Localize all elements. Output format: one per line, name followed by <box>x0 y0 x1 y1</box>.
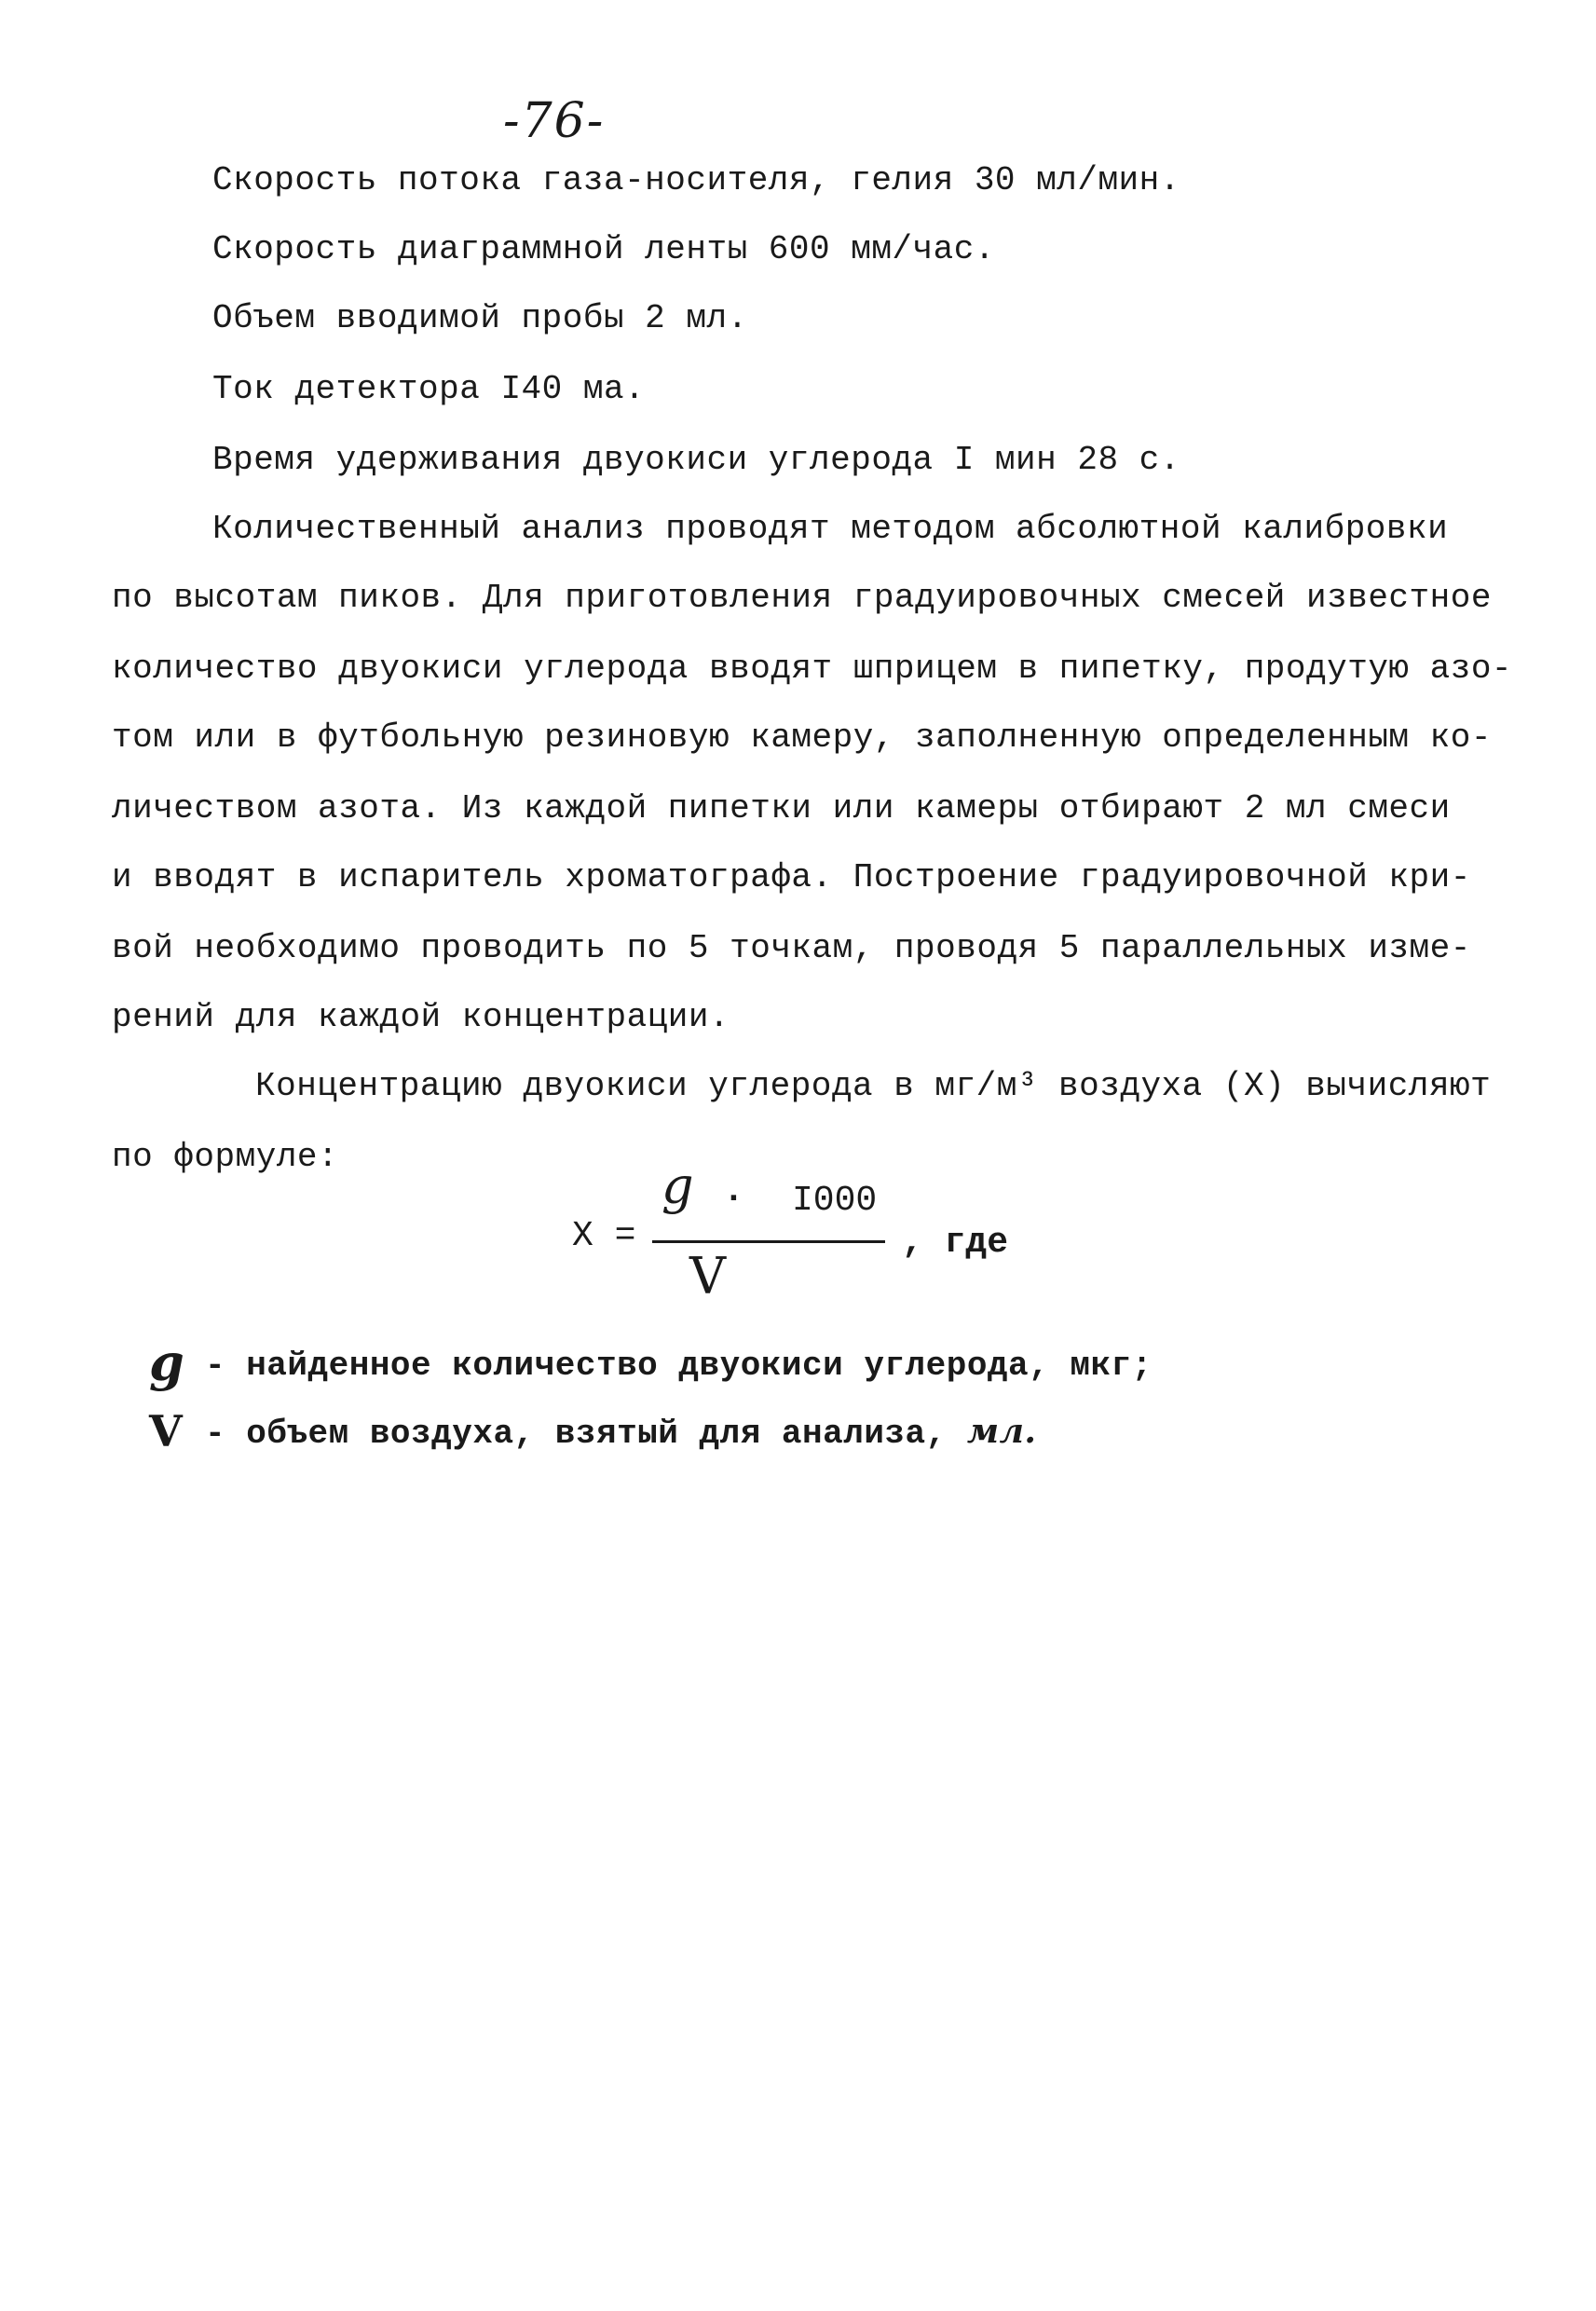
param-sample-volume: Объем вводимой пробы 2 мл. <box>212 299 748 337</box>
paragraph-line: личеством азота. Из каждой пипетки или камеры отбирают 2 мл смеси <box>112 789 1451 827</box>
paragraph-line: Количественный анализ проводят методом абсолютной калибровки <box>212 510 1449 548</box>
page-number: -76- <box>503 93 606 149</box>
legend-text: - найденное количество двуокиси углерода, мкг; <box>205 1347 1153 1385</box>
formula-lhs: X = <box>572 1216 636 1256</box>
param-carrier-gas-flow: Скорость потока газа-носителя, гелия 30 мл/мин. <box>212 161 1180 199</box>
paragraph-line: по формуле: <box>112 1138 339 1176</box>
legend-unit: мл. <box>966 1412 1037 1451</box>
legend-text: - объем воздуха, взятый для анализа, <box>205 1415 947 1453</box>
legend-item-v <box>149 1406 1037 1456</box>
legend-symbol: V <box>149 1406 184 1456</box>
fraction-bar <box>652 1240 885 1243</box>
param-chart-speed: Скорость диаграммной ленты 600 мм/час. <box>212 230 995 268</box>
paragraph-line: рений для каждой концентрации. <box>112 998 730 1036</box>
formula-numerator-value: I000 <box>792 1181 878 1221</box>
paragraph-line: по высотам пиков. Для приготовления градуировочных смесей известное <box>112 579 1492 617</box>
param-detector-current: Ток детектора I40 ма. <box>212 370 646 408</box>
formula-denominator: V <box>689 1247 726 1306</box>
paragraph-line: Концентрацию двуокиси углерода в мг/м³ воздуха (X) вычисляют <box>255 1067 1492 1105</box>
formula-symbol-g: g <box>662 1156 694 1215</box>
paragraph-line: и вводят в испаритель хроматографа. Построение градуировочной кри- <box>112 858 1471 896</box>
param-retention-time: Время удерживания двуокиси углерода I мин 28 с. <box>212 441 1180 479</box>
paragraph-line: том или в футбольную резиновую камеру, заполненную определенным ко- <box>112 718 1492 757</box>
formula-multiply-dot: · <box>723 1179 744 1219</box>
legend-symbol: g <box>149 1333 185 1392</box>
formula-tail: , где <box>902 1223 1009 1263</box>
paragraph-line: количество двуокиси углерода вводят шприцем в пипетку, продутую азо- <box>112 650 1513 688</box>
legend-item-g <box>149 1333 1153 1392</box>
paragraph-line: вой необходимо проводить по 5 точкам, проводя 5 параллельных изме- <box>112 929 1471 967</box>
formula-numerator <box>652 1156 894 1225</box>
